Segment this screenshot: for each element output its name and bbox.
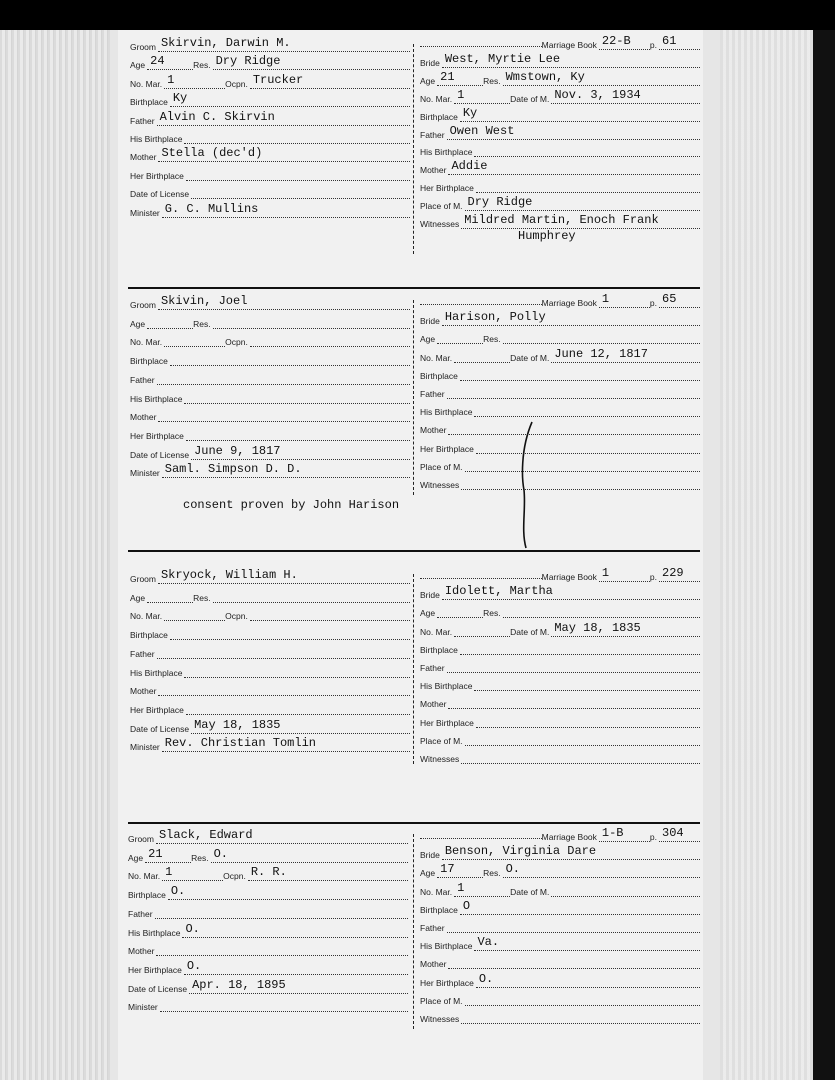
bride-row-7 (420, 417, 700, 435)
record-note: consent proven by John Harison (183, 498, 400, 512)
groom-row-5 (130, 660, 410, 678)
bride-age-label: Age (420, 334, 436, 345)
groom-her-birthplace (186, 439, 410, 441)
bride-no-mar-label: No. Mar. (420, 93, 453, 104)
left-scan-edge (0, 30, 110, 1080)
bride-father: Owen West (447, 124, 700, 140)
bride-her-birthplace-label: Her Birthplace (420, 183, 474, 194)
groom-res-label: Res. (191, 852, 209, 863)
witnesses-continued: Humphrey (518, 228, 576, 243)
blank-line (420, 304, 542, 305)
bride-age-label: Age (420, 608, 436, 619)
groom-her-birthplace-label: Her Birthplace (130, 704, 184, 715)
bride-her-birthplace: O. (476, 972, 700, 988)
groom-her-birthplace-label: Her Birthplace (130, 430, 184, 441)
bride-birthplace-label: Birthplace (420, 644, 458, 655)
bride-no-mar-label: No. Mar. (420, 352, 453, 363)
place-of-m-label: Place of M. (420, 735, 463, 746)
date-of-license-label: Date of License (130, 189, 190, 200)
groom-age-label: Age (128, 852, 144, 863)
groom-ocpn (250, 345, 410, 347)
bride-row-10 (420, 472, 700, 490)
groom-row-4 (128, 901, 408, 919)
bride-row-4 (420, 104, 700, 122)
bride-row-2 (420, 326, 700, 344)
groom-row-1 (130, 585, 410, 603)
page-label: p. (649, 298, 657, 308)
bride-row-1 (420, 842, 700, 860)
bride-row-10 (420, 1006, 700, 1024)
groom-his-birthplace-label: His Birthplace (130, 134, 183, 144)
column-divider (413, 44, 415, 254)
groom-row-1 (130, 52, 410, 70)
groom-age: 24 (147, 54, 193, 70)
place-of-m-label: Place of M. (420, 461, 463, 472)
witnesses (461, 762, 700, 764)
column-divider (413, 834, 415, 1029)
minister: G. C. Mullins (162, 202, 410, 218)
record-separator (128, 287, 700, 289)
witnesses-label: Witnesses (420, 754, 460, 764)
bride-row-0 (420, 290, 700, 308)
date-of-license: Apr. 18, 1895 (189, 978, 408, 994)
date-of-m-label: Date of M. (510, 352, 550, 363)
groom-mother-label: Mother (130, 412, 157, 423)
groom-row-0 (130, 566, 410, 584)
bride-row-6 (420, 399, 700, 417)
bride-age: 21 (437, 70, 483, 86)
bride-mother: Addie (448, 159, 700, 175)
blank-line (420, 838, 542, 839)
groom-row-4 (130, 367, 410, 385)
bride-father-label: Father (420, 663, 445, 673)
groom-no-mar: 1 (162, 865, 223, 881)
groom-row-8 (130, 181, 410, 199)
marriage-book-label: Marriage Book (541, 40, 597, 50)
groom-name: Skirvin, Darwin M. (158, 36, 410, 52)
groom-birthplace (170, 364, 410, 366)
groom-no-mar (164, 619, 225, 621)
groom-row-9 (130, 200, 410, 218)
groom-row-3 (128, 882, 408, 900)
groom-no-mar-label: No. Mar. (128, 871, 161, 882)
bride-row-9 (420, 988, 700, 1006)
bride-res: Wmstown, Ky (503, 70, 700, 86)
bride-row-5 (420, 655, 700, 673)
record-separator (128, 550, 700, 552)
groom-row-1 (130, 311, 410, 329)
bride-his-birthplace-label: His Birthplace (420, 407, 473, 418)
scanned-page (0, 30, 835, 1080)
groom-her-birthplace-label: Her Birthplace (128, 964, 182, 975)
bride-no-mar: 1 (454, 881, 510, 897)
blank-line (420, 578, 542, 579)
bride-label: Bride (420, 590, 440, 601)
bride-her-birthplace-label: Her Birthplace (420, 977, 474, 988)
bride-row-8 (420, 175, 700, 193)
bride-row-4 (420, 363, 700, 381)
groom-his-birthplace-label: His Birthplace (128, 927, 181, 938)
bride-mother-label: Mother (420, 165, 447, 176)
marriage-book-label: Marriage Book (541, 832, 597, 842)
groom-row-7 (128, 957, 408, 975)
bride-row-10 (420, 746, 700, 764)
groom-res-label: Res. (193, 318, 211, 329)
groom-row-0 (130, 34, 410, 52)
groom-no-mar-label: No. Mar. (130, 78, 163, 89)
groom-father: Alvin C. Skirvin (157, 110, 410, 126)
bride-row-0 (420, 32, 700, 50)
groom-father-label: Father (130, 115, 155, 126)
groom-row-3 (130, 89, 410, 107)
date-of-license-label: Date of License (130, 449, 190, 460)
groom-birthplace-label: Birthplace (128, 890, 166, 901)
groom-age (147, 327, 193, 329)
groom-father-label: Father (130, 374, 155, 385)
page-label: p. (649, 832, 657, 842)
bride-his-birthplace-label: His Birthplace (420, 681, 473, 692)
groom-row-4 (130, 108, 410, 126)
bride-res: O. (503, 862, 700, 878)
bride-birthplace: Ky (460, 106, 700, 122)
bride-birthplace-label: Birthplace (420, 370, 458, 381)
groom-row-6 (130, 404, 410, 422)
groom-row-7 (130, 423, 410, 441)
bride-mother-label: Mother (420, 699, 447, 710)
marriage-book: 1 (599, 292, 650, 308)
groom-res (213, 601, 410, 603)
bride-row-8 (420, 436, 700, 454)
bride-his-birthplace: Va. (474, 935, 700, 951)
bride-row-5 (420, 122, 700, 140)
groom-mother (156, 954, 408, 956)
groom-ocpn-label: Ocpn. (225, 337, 248, 348)
groom-no-mar: 1 (164, 73, 225, 89)
column-divider (413, 300, 415, 495)
groom-row-8 (130, 442, 410, 460)
column-divider (413, 574, 415, 764)
groom-res: O. (211, 847, 408, 863)
place-of-m-label: Place of M. (420, 201, 463, 212)
bride-row-6 (420, 933, 700, 951)
groom-row-7 (130, 697, 410, 715)
groom-row-0 (130, 292, 410, 310)
groom-birthplace-label: Birthplace (130, 356, 168, 367)
groom-row-3 (130, 348, 410, 366)
date-of-license-label: Date of License (128, 983, 188, 994)
groom-res (213, 327, 410, 329)
marriage-book-label: Marriage Book (541, 298, 597, 308)
groom-ocpn: Trucker (250, 73, 410, 89)
bride-row-7 (420, 951, 700, 969)
groom-row-2 (130, 71, 410, 89)
date-of-license-label: Date of License (130, 723, 190, 734)
groom-age-label: Age (130, 318, 146, 329)
bride-name: Benson, Virginia Dare (442, 844, 700, 860)
bride-birthplace-label: Birthplace (420, 904, 458, 915)
groom-res-label: Res. (193, 592, 211, 603)
groom-her-birthplace (186, 713, 410, 715)
groom-row-2 (130, 603, 410, 621)
page-number: 229 (659, 566, 700, 582)
bride-no-mar: 1 (454, 88, 510, 104)
groom-ocpn (250, 619, 410, 621)
groom-label: Groom (130, 42, 156, 52)
groom-res: Dry Ridge (213, 54, 410, 70)
groom-her-birthplace: O. (184, 959, 408, 975)
bride-label: Bride (420, 316, 440, 327)
bride-label: Bride (420, 850, 440, 861)
bride-res-label: Res. (483, 334, 501, 345)
groom-father-label: Father (128, 908, 153, 919)
bride-his-birthplace-label: His Birthplace (420, 941, 473, 952)
groom-ocpn-label: Ocpn. (225, 611, 248, 622)
bride-mother-label: Mother (420, 425, 447, 436)
minister-label: Minister (130, 742, 160, 753)
bride-row-7 (420, 157, 700, 175)
groom-mother (158, 420, 410, 422)
groom-row-5 (130, 386, 410, 404)
page-label: p. (649, 40, 657, 50)
groom-no-mar-label: No. Mar. (130, 337, 163, 348)
bride-row-2 (420, 600, 700, 618)
groom-name: Skivin, Joel (158, 294, 410, 310)
bride-row-4 (420, 637, 700, 655)
groom-age-label: Age (130, 60, 146, 71)
groom-ocpn-label: Ocpn. (225, 78, 248, 89)
groom-mother-label: Mother (130, 686, 157, 697)
date-of-license: May 18, 1835 (191, 718, 410, 734)
bride-row-5 (420, 915, 700, 933)
bride-his-birthplace-label: His Birthplace (420, 147, 473, 158)
bride-father-label: Father (420, 923, 445, 933)
groom-row-5 (130, 126, 410, 144)
groom-row-9 (130, 460, 410, 478)
bride-row-3 (420, 345, 700, 363)
bride-row-6 (420, 673, 700, 691)
date-of-m-label: Date of M. (510, 626, 550, 637)
groom-birthplace-label: Birthplace (130, 630, 168, 641)
bride-no-mar-label: No. Mar. (420, 886, 453, 897)
date-of-m: May 18, 1835 (551, 621, 700, 637)
groom-father (157, 383, 410, 385)
page-number: 65 (659, 292, 700, 308)
groom-father (157, 657, 410, 659)
bride-row-7 (420, 691, 700, 709)
groom-row-4 (130, 641, 410, 659)
date-of-license: June 9, 1817 (191, 444, 410, 460)
bride-her-birthplace-label: Her Birthplace (420, 443, 474, 454)
groom-mother-label: Mother (128, 946, 155, 957)
minister-label: Minister (130, 468, 160, 479)
bride-res-label: Res. (483, 868, 501, 879)
groom-birthplace: Ky (170, 91, 410, 107)
groom-name: Slack, Edward (156, 828, 408, 844)
bride-no-mar-label: No. Mar. (420, 626, 453, 637)
groom-mother-label: Mother (130, 152, 157, 163)
groom-row-8 (130, 716, 410, 734)
blank-line (420, 46, 542, 47)
bride-row-2 (420, 860, 700, 878)
bride-name: West, Myrtie Lee (442, 52, 700, 68)
groom-res-label: Res. (193, 60, 211, 71)
bride-mother-label: Mother (420, 959, 447, 970)
right-black-strip (813, 30, 835, 1080)
bride-row-3 (420, 619, 700, 637)
groom-row-9 (130, 734, 410, 752)
bride-father-label: Father (420, 129, 445, 140)
bride-row-9 (420, 193, 700, 211)
groom-no-mar (164, 345, 225, 347)
bride-row-3 (420, 879, 700, 897)
place-of-m: Dry Ridge (465, 195, 700, 211)
bride-father-label: Father (420, 389, 445, 399)
groom-his-birthplace (184, 676, 410, 678)
groom-father (155, 917, 408, 919)
bride-res-label: Res. (483, 75, 501, 86)
groom-age (147, 601, 193, 603)
marriage-book: 22-B (599, 34, 650, 50)
bride-age-label: Age (420, 868, 436, 879)
groom-his-birthplace: O. (182, 922, 408, 938)
date-of-m-label: Date of M. (510, 886, 550, 897)
groom-row-2 (128, 863, 408, 881)
bride-row-9 (420, 728, 700, 746)
bride-birthplace-label: Birthplace (420, 111, 458, 122)
bracket-mark (518, 420, 534, 550)
page-number: 61 (659, 34, 700, 50)
groom-age-label: Age (130, 592, 146, 603)
minister-label: Minister (130, 207, 160, 218)
bride-row-8 (420, 710, 700, 728)
groom-label: Groom (128, 834, 154, 844)
minister-label: Minister (128, 1002, 158, 1013)
bride-res-label: Res. (483, 608, 501, 619)
groom-row-6 (128, 938, 408, 956)
bride-row-0 (420, 564, 700, 582)
bride-row-1 (420, 308, 700, 326)
groom-label: Groom (130, 300, 156, 310)
bride-row-4 (420, 897, 700, 915)
bride-row-3 (420, 86, 700, 104)
groom-her-birthplace-label: Her Birthplace (130, 170, 184, 181)
groom-birthplace-label: Birthplace (130, 97, 168, 108)
groom-mother: Stella (dec'd) (158, 146, 410, 162)
marriage-book: 1 (599, 566, 650, 582)
witnesses: Mildred Martin, Enoch Frank (461, 213, 700, 229)
groom-row-3 (130, 622, 410, 640)
bride-age-label: Age (420, 75, 436, 86)
groom-row-2 (130, 329, 410, 347)
bride-name: Idolett, Martha (442, 584, 700, 600)
bride-row-1 (420, 50, 700, 68)
bride-row-9 (420, 454, 700, 472)
groom-mother (158, 694, 410, 696)
groom-label: Groom (130, 574, 156, 584)
witnesses-label: Witnesses (420, 480, 460, 490)
groom-birthplace: O. (168, 884, 408, 900)
bride-row-5 (420, 381, 700, 399)
marriage-book: 1-B (599, 826, 650, 842)
groom-name: Skryock, William H. (158, 568, 410, 584)
groom-row-6 (130, 678, 410, 696)
groom-row-6 (130, 144, 410, 162)
bride-label: Bride (420, 57, 440, 68)
groom-no-mar-label: No. Mar. (130, 611, 163, 622)
bride-name: Harison, Polly (442, 310, 700, 326)
place-of-m-label: Place of M. (420, 995, 463, 1006)
bride-row-10 (420, 211, 700, 229)
witnesses (461, 488, 700, 490)
date-of-m: June 12, 1817 (551, 347, 700, 363)
groom-ocpn-label: Ocpn. (223, 871, 246, 882)
date-of-m: Nov. 3, 1934 (551, 88, 700, 104)
bride-row-6 (420, 139, 700, 157)
groom-his-birthplace (184, 402, 410, 404)
witnesses (461, 1022, 700, 1024)
witnesses-label: Witnesses (420, 1014, 460, 1024)
minister: Rev. Christian Tomlin (162, 736, 410, 752)
groom-father-label: Father (130, 648, 155, 659)
bride-age: 17 (437, 862, 483, 878)
page-label: p. (649, 572, 657, 582)
groom-birthplace (170, 638, 410, 640)
bride-her-birthplace-label: Her Birthplace (420, 717, 474, 728)
groom-ocpn: R. R. (248, 865, 408, 881)
groom-row-1 (128, 845, 408, 863)
bride-row-1 (420, 582, 700, 600)
groom-row-5 (128, 920, 408, 938)
bride-birthplace: O (460, 899, 700, 915)
page-number: 304 (659, 826, 700, 842)
groom-row-0 (128, 826, 408, 844)
marriage-book-label: Marriage Book (541, 572, 597, 582)
groom-his-birthplace-label: His Birthplace (130, 667, 183, 678)
bride-row-8 (420, 970, 700, 988)
bride-row-0 (420, 824, 700, 842)
groom-row-9 (128, 994, 408, 1012)
groom-his-birthplace-label: His Birthplace (130, 393, 183, 404)
groom-age: 21 (145, 847, 191, 863)
witnesses-label: Witnesses (420, 219, 460, 229)
minister (160, 1010, 408, 1012)
groom-row-7 (130, 163, 410, 181)
bride-row-2 (420, 68, 700, 86)
groom-row-8 (128, 976, 408, 994)
minister: Saml. Simpson D. D. (162, 462, 410, 478)
date-of-m-label: Date of M. (510, 93, 550, 104)
